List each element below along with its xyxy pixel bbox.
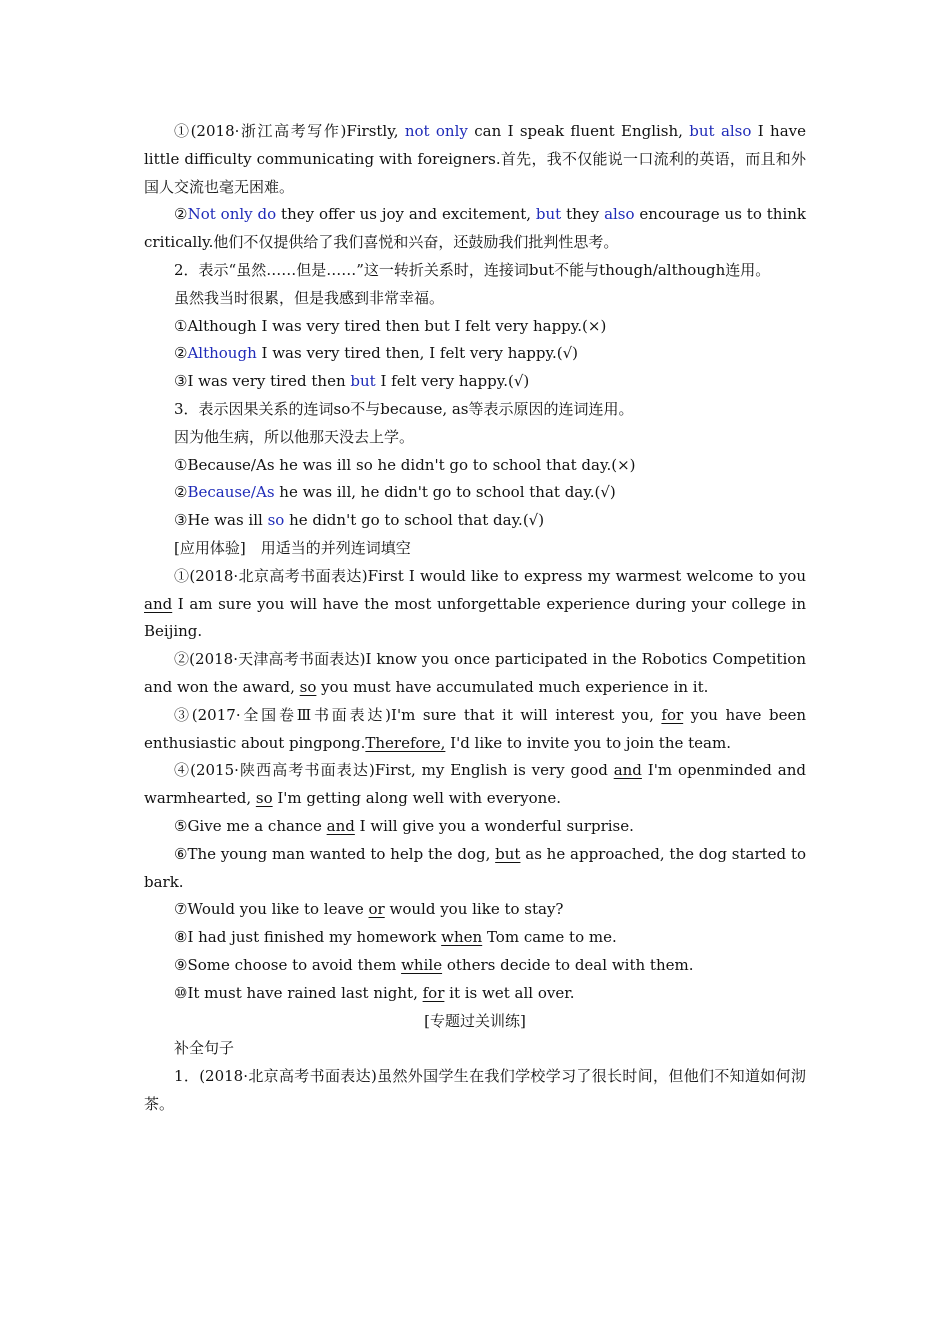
answer: but [495, 844, 521, 863]
text: would you like to stay? [384, 900, 564, 919]
answer: or [368, 900, 385, 919]
practice-item-9 [144, 952, 806, 980]
rule-3: 3．表示因果关系的连词so不与because, as等表示原因的连词连用。 [174, 399, 634, 418]
answer: and [326, 816, 355, 835]
text: ② [174, 205, 188, 224]
rule-2-chinese: 虽然我当时很累，但是我感到非常幸福。 [174, 288, 445, 307]
training-item-1: 1．(2018·北京高考书面表达)虽然外国学生在我们学校学习了很长时间，但他们不知道如何沏茶。 [144, 1067, 806, 1113]
example-not-only-but-also [144, 118, 806, 201]
answer: Therefore, [365, 733, 446, 752]
answer: so [255, 789, 273, 808]
text: I'm openminded and warmhearted, [144, 761, 807, 808]
text: I was very tired then, I felt very happy.(√) [256, 344, 579, 363]
rule-3-example-wrong: ①Because/As he was ill so he didn't go to school that day.(×) [174, 455, 636, 474]
practice-item-8 [144, 924, 806, 952]
text: he was ill, he didn't go to school that day.(√) [274, 483, 616, 502]
practice-item-1 [144, 563, 806, 646]
practice-item-2 [144, 646, 806, 702]
text: I'd like to invite you to join the team. [445, 733, 731, 752]
text: I'm getting along well with everyone. [272, 789, 561, 808]
text: ⑧I had just finished my homework [174, 928, 442, 947]
practice-item-5 [144, 813, 806, 841]
answer: for [661, 705, 684, 724]
text: others decide to deal with them. [442, 955, 694, 974]
rule-2: 2．表示“虽然……但是……”这一转折关系时，连接词but不能与though/although连用。 [174, 260, 771, 279]
training-header: [专题过关训练] [424, 1011, 526, 1030]
text: can I speak fluent English, [467, 122, 690, 140]
text: ④(2015·陕西高考书面表达)First, my English is very good [174, 761, 614, 780]
text: ③He was ill [174, 511, 268, 530]
text: ⑤Give me a chance [174, 816, 327, 835]
text: ② [174, 483, 188, 502]
text: ⑩It must have rained last night, [174, 983, 423, 1002]
text: I will give you a wonderful surprise. [354, 816, 634, 835]
text: Tom came to me. [482, 928, 617, 947]
text: ①(2018·北京高考书面表达)First I would like to express my warmest welcome to you [174, 566, 806, 585]
text: ③(2017·全国卷Ⅲ书面表达)I'm sure that it will interest you, [174, 705, 662, 724]
text: you have been enthusiastic about pingpong. [144, 705, 806, 752]
rule-2-example-right-2 [144, 368, 806, 396]
highlight-because-as: Because/As [187, 483, 275, 502]
highlight-not-only-do: Not only do [187, 205, 277, 224]
fill-header: 补全句子 [174, 1039, 235, 1058]
practice-item-4 [144, 757, 806, 813]
highlight-but: but [350, 372, 376, 391]
practice-item-6 [144, 841, 806, 897]
answer: for [422, 983, 445, 1002]
text: ③I was very tired then [174, 372, 351, 391]
text: ② [174, 344, 188, 363]
highlight-also: also [604, 205, 635, 224]
practice-header: [应用体验] 用适当的并列连词填空 [174, 538, 411, 557]
answer: and [144, 594, 173, 613]
text: ①(2018·浙江高考写作)Firstly, [174, 122, 405, 140]
example-inverted-not-only [144, 201, 806, 257]
text: I am sure you will have the most unforgettable experience during your college in Beijing. [144, 594, 806, 641]
rule-2-example-right-1 [144, 340, 806, 368]
text: I have little difficulty communicating with foreigners.首先，我不仅能说一口流利的英语，而且和外国人交流也毫无困难。 [144, 122, 807, 196]
rule-3-chinese: 因为他生病，所以他那天没去上学。 [174, 427, 415, 446]
text: they [561, 205, 605, 224]
rule-3-example-right-2 [144, 507, 806, 535]
highlight-but: but [535, 205, 562, 224]
text: they offer us joy and excitement, [276, 205, 536, 224]
highlight-so: so [267, 511, 285, 530]
text: ⑥The young man wanted to help the dog, [174, 844, 496, 863]
answer: while [401, 955, 443, 974]
practice-item-10 [144, 980, 806, 1008]
answer: when [441, 928, 483, 947]
highlight-but-also: but also [689, 122, 752, 140]
text: ⑦Would you like to leave [174, 900, 369, 919]
rule-2-example-wrong: ①Although I was very tired then but I felt very happy.(×) [174, 316, 607, 335]
highlight-not-only: not only [404, 122, 468, 140]
practice-item-7 [144, 896, 806, 924]
text: it is wet all over. [444, 983, 575, 1002]
text: as he approached, the dog started to bark. [144, 844, 807, 891]
text: ⑨Some choose to avoid them [174, 955, 402, 974]
text: ②(2018·天津高考书面表达)I know you once participated in the Robotics Competition and won the award, [144, 650, 806, 696]
answer: and [613, 761, 642, 780]
text: you must have accumulated much experience in it. [316, 677, 709, 696]
rule-3-example-right-1 [144, 479, 806, 507]
answer: so [299, 677, 317, 696]
highlight-although: Although [187, 344, 257, 363]
text: I felt very happy.(√) [375, 372, 530, 391]
practice-item-3 [144, 702, 806, 758]
document-page [144, 118, 806, 1119]
text: he didn't go to school that day.(√) [284, 511, 545, 530]
text: encourage us to think critically.他们不仅提供给了我们喜悦和兴奋，还鼓励我们批判性思考。 [144, 205, 806, 252]
